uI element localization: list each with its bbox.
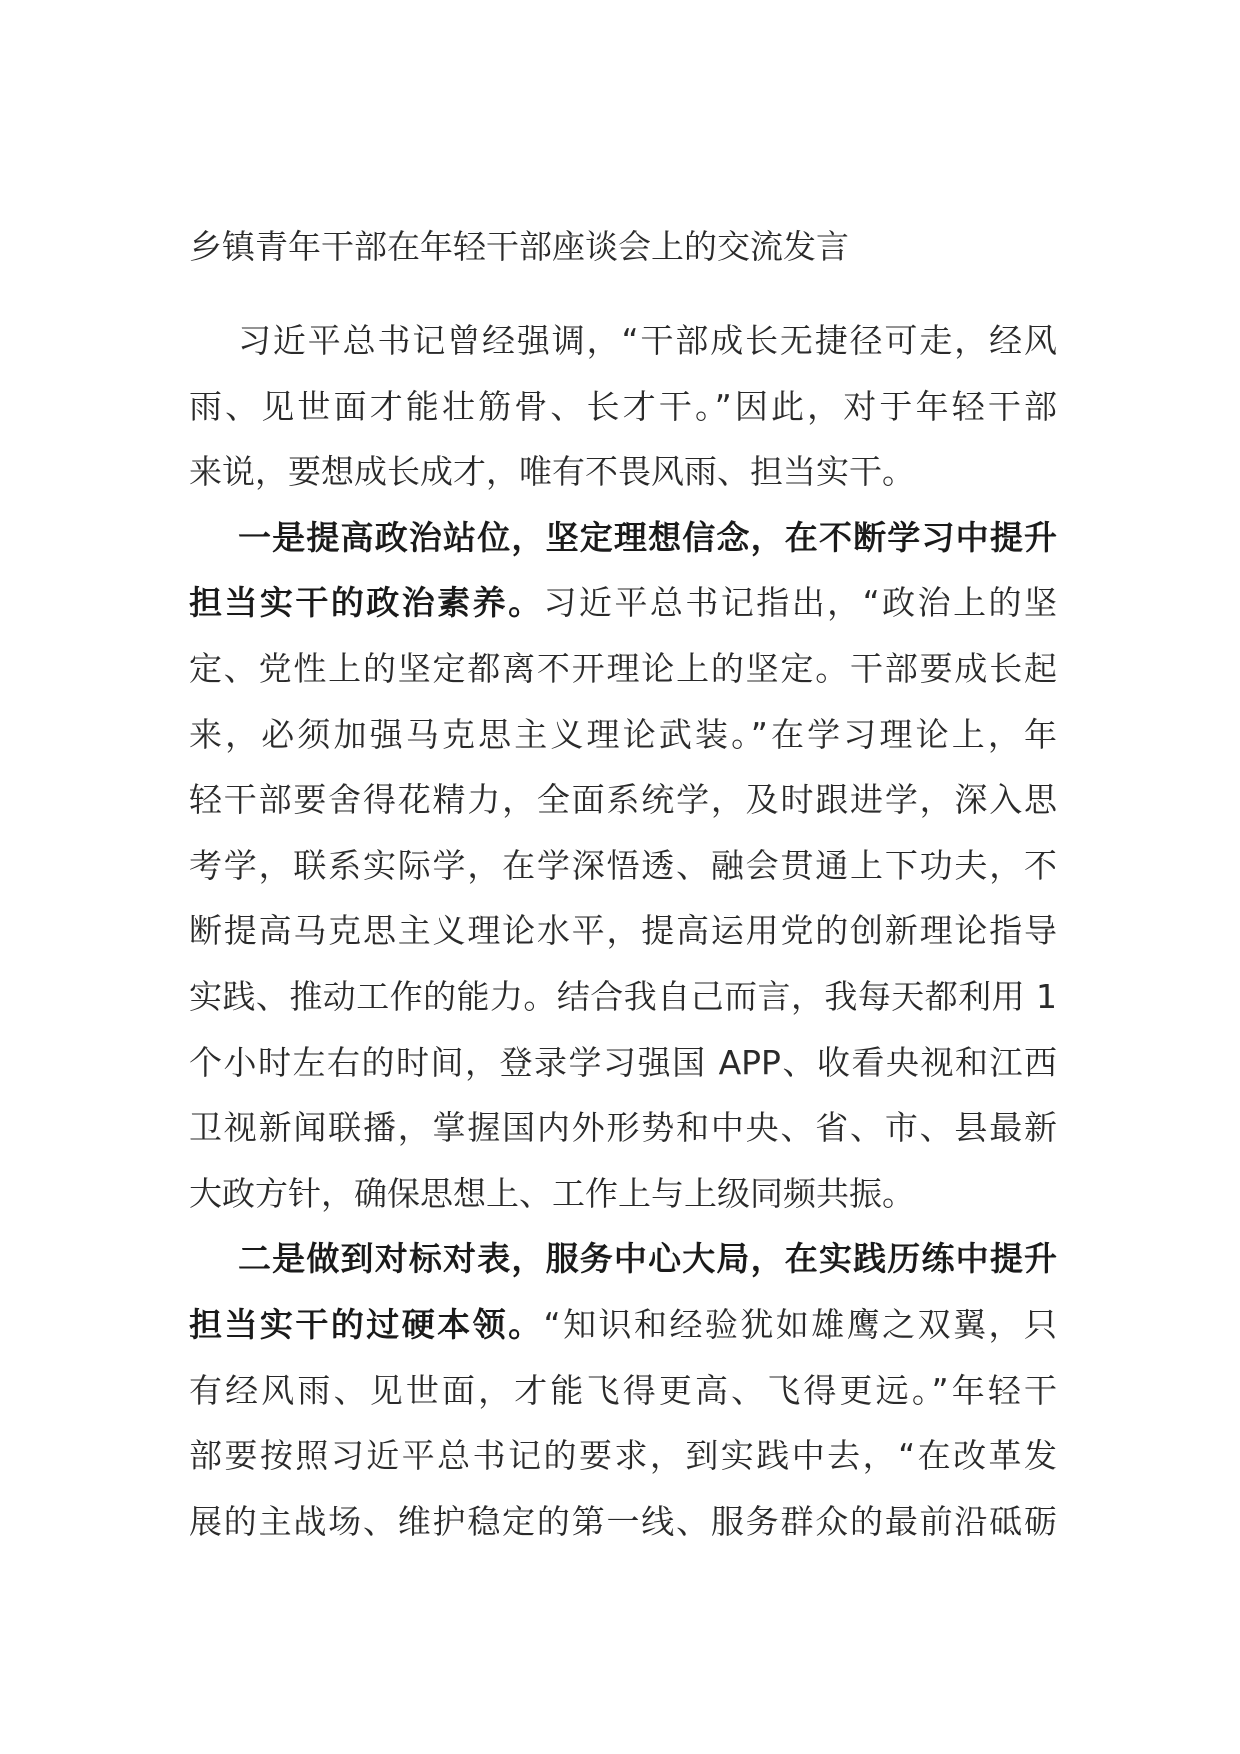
text-segment: 实践、推动工作的能力。结合我自己而言，我每天都利用 1 [189,976,1057,1016]
text-segment: 习近平总书记曾经强调，“干部成长无捷径可走，经风 [238,321,1057,360]
text-line [189,1095,1057,1161]
text-line [189,308,1057,374]
text-segment: 个小时左右的时间，登录学习强国 APP、收看央视和江西 [189,1042,1057,1082]
text-segment: 习近平总书记指出，“政治上的坚 [543,583,1057,623]
text-line [189,898,1057,964]
text-segment: 雨、见世面才能壮筋骨、长才干。”因此，对于年轻干部 [189,386,1057,426]
text-segment: 部要按照习近平总书记的要求，到实践中去，“在改革发 [189,1436,1057,1476]
text-line [189,505,1057,571]
text-segment: 卫视新闻联播，掌握国内外形势和中央、省、市、县最新 [189,1108,1057,1148]
document-body [189,308,1057,1554]
text-line [189,636,1057,702]
paragraph [189,505,1057,1227]
text-segment: 断提高马克思主义理论水平，提高运用党的创新理论指导 [189,911,1057,951]
paragraph [189,1226,1057,1554]
bold-lead-text: 担当实干的过硬本领。 [189,1304,544,1344]
bold-lead-text: 二是做到对标对表，服务中心大局，在实践历练中提升 [238,1239,1057,1279]
text-line [189,1423,1057,1489]
paragraph [189,308,1057,505]
text-line [189,1030,1057,1096]
text-line [189,439,1057,505]
text-segment: 定、党性上的坚定都离不开理论上的坚定。干部要成长起 [189,648,1057,688]
text-segment: “知识和经验犹如雄鹰之双翼，只 [543,1304,1057,1344]
text-line [189,964,1057,1030]
text-segment: 来，必须加强马克思主义理论武装。”在学习理论上，年 [189,714,1057,754]
text-line [189,1292,1057,1358]
text-line [189,374,1057,440]
text-line [189,702,1057,768]
text-line [189,1358,1057,1424]
text-segment: 大政方针，确保思想上、工作上与上级同频共振。 [189,1173,915,1213]
bold-lead-text: 担当实干的政治素养。 [189,583,544,623]
text-line [189,767,1057,833]
text-line [189,833,1057,899]
text-segment: 展的主战场、维护稳定的第一线、服务群众的最前沿砥砺 [189,1501,1057,1541]
text-line [189,1161,1057,1227]
document-title: 乡镇青年干部在年轻干部座谈会上的交流发言 [189,227,849,266]
text-segment: 来说，要想成长成才，唯有不畏风雨、担当实干。 [189,452,915,492]
bold-lead-text: 一是提高政治站位，坚定理想信念，在不断学习中提升 [238,517,1057,557]
text-line [189,570,1057,636]
text-segment: 有经风雨、见世面，才能飞得更高、飞得更远。”年轻干 [189,1370,1057,1410]
text-segment: 轻干部要舍得花精力，全面系统学，及时跟进学，深入思 [189,780,1057,820]
text-line [189,1489,1057,1555]
text-segment: 考学，联系实际学，在学深悟透、融会贯通上下功夫，不 [189,845,1057,885]
text-line [189,1226,1057,1292]
